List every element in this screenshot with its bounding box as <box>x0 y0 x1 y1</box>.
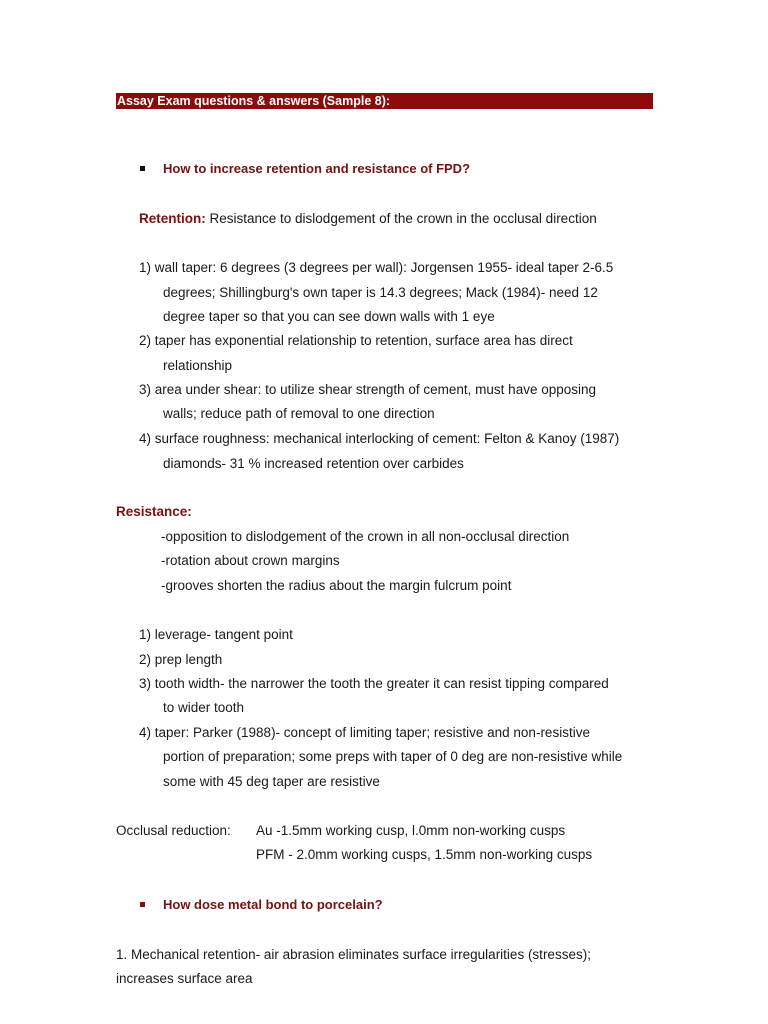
retention-line: diamonds- 31 % increased retention over carbides <box>163 456 464 471</box>
resistance-label: Resistance: <box>116 504 192 519</box>
resistance-line: some with 45 deg taper are resistive <box>163 774 380 789</box>
retention-definition: Resistance to dislodgement of the crown in the occlusal direction <box>205 211 597 226</box>
retention-label: Retention: <box>139 211 206 226</box>
occlusal-label: Occlusal reduction: <box>116 823 231 838</box>
retention-line: relationship <box>163 358 233 373</box>
resistance-note: -opposition to dislodgement of the crown in all non-occlusal direction <box>161 529 570 544</box>
question-2: How dose metal bond to porcelain? <box>163 897 383 912</box>
occlusal-pfm: PFM - 2.0mm working cusps, 1.5mm non-working cusps <box>256 847 593 862</box>
bullet-icon <box>140 902 145 907</box>
resistance-line: to wider tooth <box>163 700 245 715</box>
document-title: Assay Exam questions & answers (Sample 8): <box>117 94 391 108</box>
retention-line: degree taper so that you can see down walls with 1 eye <box>163 309 495 324</box>
answer-line: increases surface area <box>116 971 253 986</box>
resistance-line: 1) leverage- tangent point <box>139 627 293 642</box>
answer-line: 1. Mechanical retention- air abrasion eliminates surface irregularities (stresses); <box>116 947 591 962</box>
retention-line: 2) taper has exponential relationship to retention, surface area has direct <box>139 333 573 348</box>
question-1: How to increase retention and resistance of FPD? <box>163 161 471 176</box>
resistance-note: -grooves shorten the radius about the margin fulcrum point <box>161 578 512 593</box>
retention-line: 1) wall taper: 6 degrees (3 degrees per wall): Jorgensen 1955- ideal taper 2-6.5 <box>139 260 614 275</box>
retention-line: 3) area under shear: to utilize shear strength of cement, must have opposing <box>139 382 597 397</box>
resistance-line: portion of preparation; some preps with taper of 0 deg are non-resistive while <box>163 749 623 764</box>
resistance-line: 3) tooth width- the narrower the tooth the greater it can resist tipping compared <box>139 676 609 691</box>
retention-line: 4) surface roughness: mechanical interlocking of cement: Felton & Kanoy (1987) <box>139 431 620 446</box>
resistance-note: -rotation about crown margins <box>161 553 340 568</box>
retention-line: degrees; Shillingburg's own taper is 14.3 degrees; Mack (1984)- need 12 <box>163 285 598 300</box>
occlusal-au: Au -1.5mm working cusp, l.0mm non-working cusps <box>256 823 566 838</box>
resistance-line: 4) taper: Parker (1988)- concept of limiting taper; resistive and non-resistive <box>139 725 590 740</box>
retention-heading <box>139 211 597 227</box>
resistance-line: 2) prep length <box>139 652 223 667</box>
retention-line: walls; reduce path of removal to one direction <box>163 406 435 421</box>
bullet-icon <box>140 166 145 171</box>
